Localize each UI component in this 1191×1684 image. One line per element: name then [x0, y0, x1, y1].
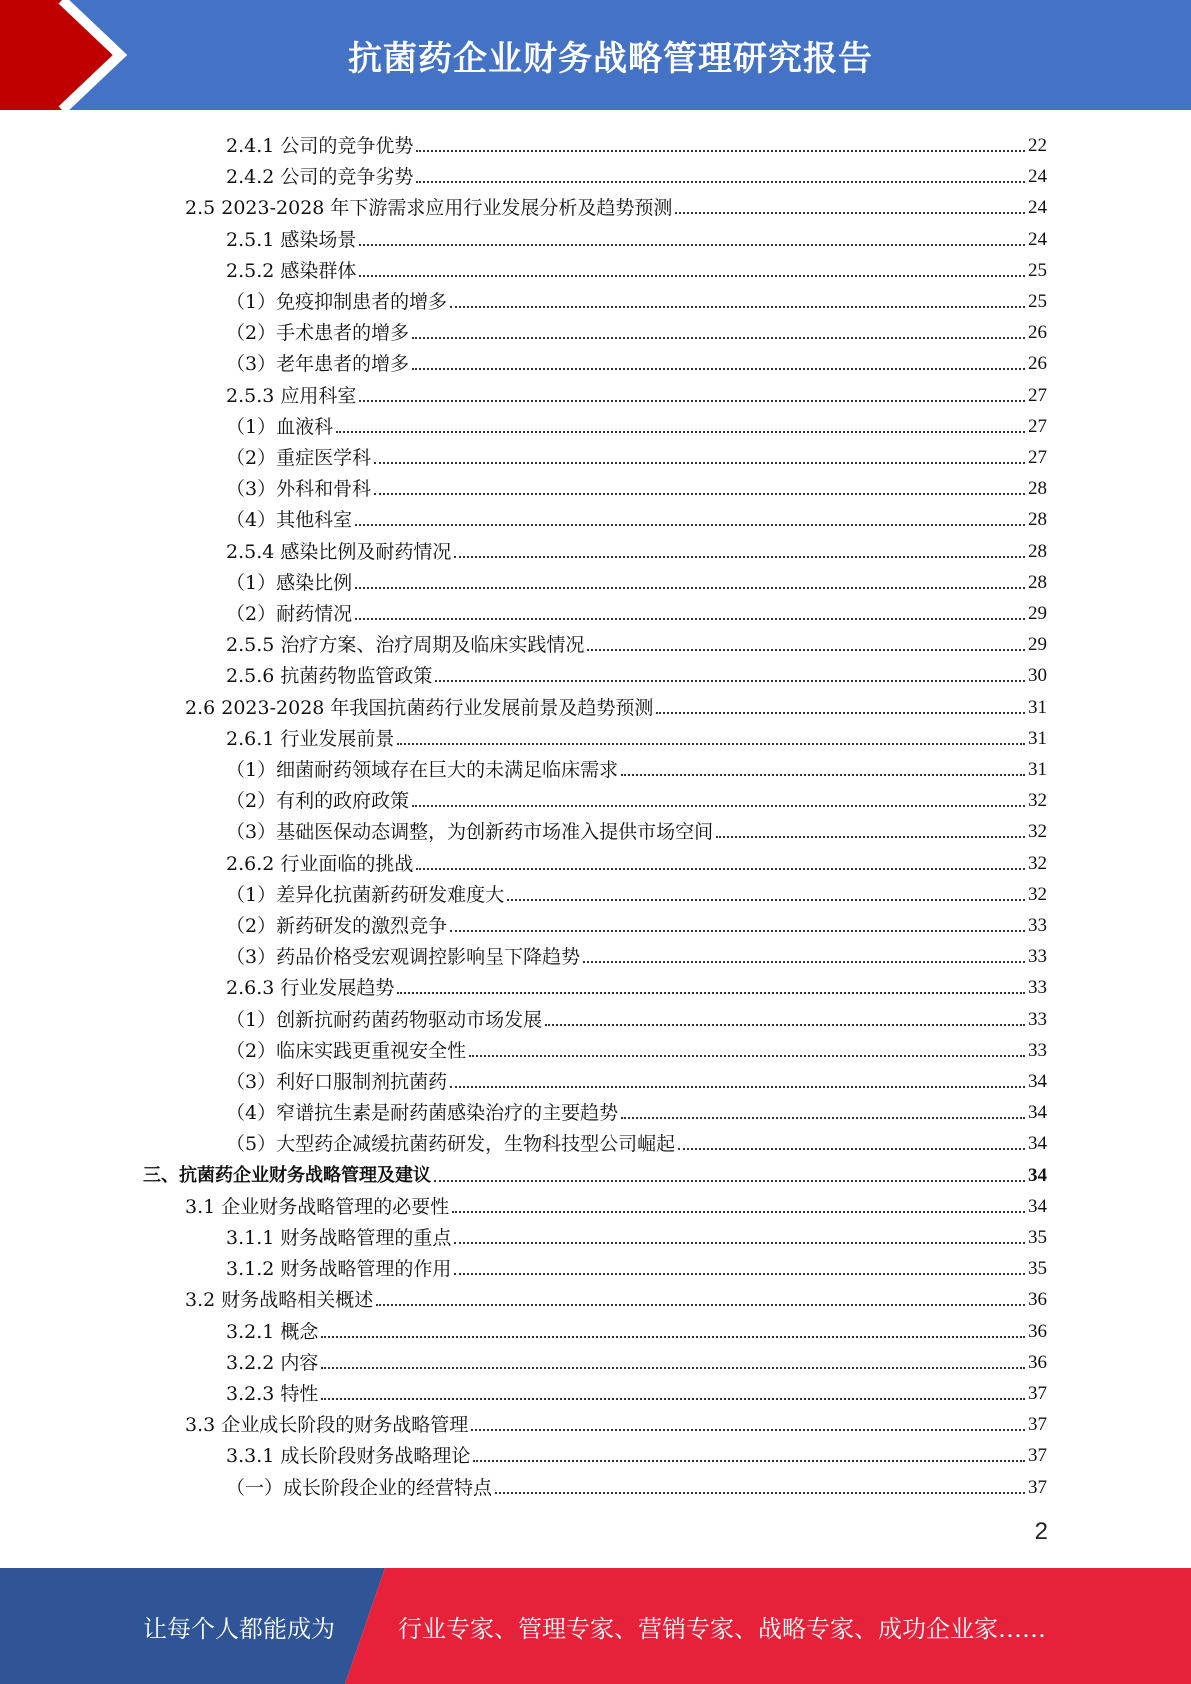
toc-dot-leader: [376, 1304, 1025, 1306]
toc-entry[interactable]: [226, 625, 1047, 656]
toc-entry-page: 37: [1028, 1383, 1047, 1404]
toc-entry-page: 27: [1028, 447, 1047, 468]
toc-entry-title: 3.2.3 特性: [226, 1383, 319, 1405]
toc-entry-title: 2.5.6 抗菌药物监管政策: [226, 665, 433, 688]
toc-entry-title: 3.3 企业成长阶段的财务战略管理: [185, 1414, 469, 1437]
toc-entry-page: 36: [1028, 1351, 1047, 1373]
toc-dot-leader: [416, 181, 1025, 183]
toc-dot-leader: [454, 556, 1025, 558]
toc-dot-leader: [355, 618, 1025, 620]
toc-entry-title: 2.6.2 行业面临的挑战: [226, 852, 414, 875]
toc-entry-title: 2.5 2023-2028 年下游需求应用行业发展分析及趋势预测: [185, 197, 673, 220]
toc-entry-title: 三、抗菌药企业财务战略管理及建议: [143, 1164, 431, 1186]
toc-entry-title: 2.5.1 感染场景: [226, 228, 357, 251]
toc-entry-title: （4）窄谱抗生素是耐药菌感染治疗的主要趋势: [226, 1102, 619, 1125]
toc-entry[interactable]: [226, 469, 1047, 500]
toc-entry[interactable]: [226, 313, 1047, 344]
toc-dot-leader: [678, 1148, 1025, 1150]
toc-dot-leader: [355, 587, 1025, 589]
toc-entry-page: 33: [1028, 1039, 1047, 1061]
toc-entry-title: （5）大型药企减缓抗菌药研发，生物科技型公司崛起: [226, 1133, 676, 1156]
toc-entry[interactable]: [226, 781, 1047, 812]
toc-dot-leader: [450, 306, 1025, 308]
toc-dot-leader: [675, 212, 1025, 214]
toc-dot-leader: [359, 244, 1025, 246]
toc-entry-page: 27: [1028, 415, 1047, 437]
toc-entry-page: 31: [1028, 696, 1047, 718]
toc-entry-page: 32: [1028, 883, 1047, 905]
toc-entry-page: 32: [1028, 821, 1047, 843]
toc-entry[interactable]: [226, 438, 1047, 469]
toc-dot-leader: [397, 743, 1025, 745]
toc-entry[interactable]: [226, 1093, 1047, 1124]
toc-entry-title: （2）重症医学科: [226, 447, 372, 469]
toc-entry-title: 2.5.5 治疗方案、治疗周期及临床实践情况: [226, 634, 585, 657]
toc-entry-title: （1）细菌耐药领域存在巨大的未满足临床需求: [226, 759, 619, 781]
toc-entry-page: 30: [1028, 665, 1047, 687]
toc-entry-page: 28: [1028, 540, 1047, 562]
toc-entry[interactable]: [226, 1468, 1047, 1499]
toc-entry[interactable]: [226, 500, 1047, 531]
toc-entry-page: 22: [1028, 135, 1047, 156]
toc-entry[interactable]: [226, 220, 1047, 251]
toc-entry-title: 2.5.2 感染群体: [226, 259, 357, 282]
toc-entry-page: 32: [1028, 852, 1047, 874]
toc-dot-leader: [321, 1367, 1025, 1369]
toc-entry-title: （2）手术患者的增多: [226, 322, 410, 345]
toc-entry-page: 31: [1028, 759, 1047, 780]
toc-dot-leader: [452, 1211, 1025, 1213]
toc-dot-leader: [355, 524, 1025, 526]
toc-entry-page: 25: [1028, 259, 1047, 281]
toc-dot-leader: [621, 774, 1025, 776]
toc-entry-title: 2.4.2 公司的竞争劣势: [226, 166, 414, 189]
toc-entry-page: 33: [1028, 946, 1047, 968]
toc-dot-leader: [469, 1055, 1025, 1057]
toc-entry-page: 25: [1028, 291, 1047, 312]
toc-entry[interactable]: [226, 656, 1047, 687]
toc-entry[interactable]: [226, 532, 1047, 563]
toc-dot-leader: [321, 1398, 1025, 1400]
toc-dot-leader: [473, 1460, 1025, 1462]
toc-entry-title: （3）老年患者的增多: [226, 353, 410, 376]
toc-entry-page: 33: [1028, 915, 1047, 936]
toc-entry-title: 2.5.4 感染比例及耐药情况: [226, 540, 452, 563]
toc-dot-leader: [545, 1024, 1025, 1026]
toc-entry-title: （4）其他科室: [226, 509, 353, 532]
toc-dot-leader: [454, 1273, 1025, 1275]
toc-entry[interactable]: [226, 968, 1047, 999]
toc-entry[interactable]: [226, 251, 1047, 282]
toc-entry[interactable]: [226, 812, 1047, 843]
toc-entry-title: （2）有利的政府政策: [226, 790, 410, 813]
toc-entry-page: 34: [1028, 1133, 1047, 1155]
toc-entry-title: （3）外科和骨科: [226, 478, 372, 501]
toc-entry[interactable]: [226, 344, 1047, 375]
toc-entry-page: 33: [1028, 1008, 1047, 1030]
toc-entry-title: 3.1.1 财务战略管理的重点: [226, 1227, 452, 1249]
toc-entry-page: 28: [1028, 509, 1047, 531]
toc-entry[interactable]: [226, 563, 1047, 594]
toc-entry[interactable]: [185, 1187, 1047, 1218]
toc-entry[interactable]: [226, 875, 1047, 906]
toc-entry[interactable]: [185, 188, 1047, 219]
toc-entry[interactable]: [226, 282, 1047, 313]
toc-dot-leader: [416, 868, 1025, 870]
toc-entry-page: 26: [1028, 353, 1047, 375]
toc-entry[interactable]: [226, 407, 1047, 438]
toc-entry[interactable]: [185, 688, 1047, 719]
page-footer: [0, 1568, 1191, 1684]
toc-dot-leader: [321, 1336, 1025, 1338]
toc-entry-title: （2）新药研发的激烈竞争: [226, 915, 448, 937]
toc-entry-title: 3.2 财务战略相关概述: [185, 1289, 374, 1312]
toc-dot-leader: [434, 1180, 1025, 1182]
toc-entry-title: （1）感染比例: [226, 571, 353, 594]
toc-entry-title: 2.6 2023-2028 年我国抗菌药行业发展前景及趋势预测: [185, 696, 654, 719]
toc-entry-page: 34: [1028, 1102, 1047, 1124]
toc-entry[interactable]: [226, 376, 1047, 407]
toc-entry-title: 3.3.1 成长阶段财务战略理论: [226, 1445, 471, 1468]
toc-entry-page: 26: [1028, 322, 1047, 344]
toc-dot-leader: [507, 899, 1025, 901]
toc-entry-page: 29: [1028, 634, 1047, 656]
toc-entry-page: 36: [1028, 1289, 1047, 1311]
toc-dot-leader: [495, 1492, 1025, 1494]
toc-entry-title: 3.2.1 概念: [226, 1320, 319, 1343]
toc-entry-title: （2）临床实践更重视安全性: [226, 1039, 467, 1062]
toc-dot-leader: [412, 337, 1025, 339]
toc-entry-page: 34: [1028, 1195, 1047, 1217]
toc-entry-title: 2.5.3 应用科室: [226, 384, 357, 407]
toc-entry[interactable]: [226, 1436, 1047, 1467]
toc-entry-title: （2）耐药情况: [226, 603, 353, 625]
toc-dot-leader: [656, 712, 1025, 714]
toc-entry[interactable]: [226, 1343, 1047, 1374]
toc-entry-title: （1）血液科: [226, 415, 334, 438]
toc-entry-title: 2.6.3 行业发展趋势: [226, 977, 395, 1000]
toc-dot-leader: [587, 649, 1025, 651]
toc-entry-page: 37: [1028, 1476, 1047, 1498]
page-number: 2: [1034, 1518, 1048, 1545]
toc-entry-title: （一）成长阶段企业的经营特点: [226, 1476, 493, 1499]
toc-dot-leader: [412, 368, 1025, 370]
toc-entry-page: 35: [1028, 1258, 1047, 1280]
toc-entry-title: （1）创新抗耐药菌药物驱动市场发展: [226, 1008, 543, 1031]
toc-entry-title: 3.2.2 内容: [226, 1351, 319, 1374]
toc-entry[interactable]: [226, 844, 1047, 875]
toc-entry-page: 24: [1028, 197, 1047, 219]
toc-dot-leader: [374, 493, 1025, 495]
toc-dot-leader: [374, 462, 1025, 464]
toc-entry-title: 2.6.1 行业发展前景: [226, 727, 395, 750]
toc-entry[interactable]: [226, 906, 1047, 937]
toc-entry[interactable]: [226, 1062, 1047, 1093]
toc-entry[interactable]: [226, 1249, 1047, 1280]
toc-entry-page: 35: [1028, 1227, 1047, 1248]
toc-entry[interactable]: [226, 157, 1047, 188]
toc-entry-page: 32: [1028, 790, 1047, 812]
toc-entry[interactable]: [226, 1312, 1047, 1343]
toc-dot-leader: [716, 836, 1025, 838]
toc-entry[interactable]: [185, 1405, 1047, 1436]
page-header: [0, 0, 1191, 110]
toc-dot-leader: [359, 400, 1025, 402]
toc-entry-page: 31: [1028, 727, 1047, 749]
toc-entry[interactable]: [226, 1031, 1047, 1062]
toc-entry[interactable]: [226, 1124, 1047, 1155]
toc-entry[interactable]: [226, 594, 1047, 625]
toc-entry-page: 33: [1028, 977, 1047, 999]
toc-dot-leader: [621, 1117, 1025, 1119]
toc-dot-leader: [454, 1242, 1025, 1244]
toc-entry[interactable]: [226, 937, 1047, 968]
toc-entry-title: （3）利好口服制剂抗菌药: [226, 1071, 448, 1093]
toc-entry[interactable]: [226, 1000, 1047, 1031]
toc-dot-leader: [471, 1429, 1025, 1431]
toc-entry[interactable]: [226, 750, 1047, 781]
toc-dot-leader: [416, 150, 1025, 152]
toc-dot-leader: [583, 961, 1025, 963]
toc-dot-leader: [412, 805, 1025, 807]
toc-entry[interactable]: [226, 1374, 1047, 1405]
toc-dot-leader: [397, 992, 1025, 994]
toc-entry[interactable]: [185, 1280, 1047, 1311]
toc-dot-leader: [435, 680, 1025, 682]
toc-entry-page: 34: [1028, 1164, 1047, 1186]
toc-entry-page: 27: [1028, 384, 1047, 406]
toc-entry-title: 3.1 企业财务战略管理的必要性: [185, 1195, 450, 1218]
toc-entry-page: 29: [1028, 603, 1047, 624]
toc-dot-leader: [359, 275, 1025, 277]
red-arrow-icon: [0, 0, 160, 110]
toc-dot-leader: [450, 930, 1025, 932]
toc-entry-title: （1）免疫抑制患者的增多: [226, 291, 448, 313]
toc-dot-leader: [450, 1086, 1025, 1088]
toc-entry[interactable]: [226, 126, 1047, 157]
toc-dot-leader: [336, 431, 1025, 433]
toc-entry-title: 2.4.1 公司的竞争优势: [226, 135, 414, 157]
footer-slogan-right: 行业专家、管理专家、营销专家、战略专家、成功企业家……: [398, 1614, 1046, 1643]
footer-slogan-left: 让每个人都能成为: [143, 1614, 335, 1643]
toc-entry[interactable]: [143, 1156, 1047, 1187]
toc-entry-title: （3）药品价格受宏观调控影响呈下降趋势: [226, 946, 581, 969]
toc-entry-page: 28: [1028, 478, 1047, 500]
toc-entry[interactable]: [226, 1218, 1047, 1249]
toc-entry-page: 28: [1028, 571, 1047, 593]
toc-entry-page: 24: [1028, 166, 1047, 188]
toc-entry[interactable]: [226, 719, 1047, 750]
toc-entry-page: 36: [1028, 1320, 1047, 1342]
toc-entry-title: （3）基础医保动态调整，为创新药市场准入提供市场空间: [226, 821, 714, 844]
toc-entry-title: （1）差异化抗菌新药研发难度大: [226, 883, 505, 906]
toc-entry-page: 37: [1028, 1445, 1047, 1467]
toc-entry-page: 24: [1028, 228, 1047, 250]
toc-entry-page: 37: [1028, 1414, 1047, 1436]
page-title: 抗菌药企业财务战略管理研究报告: [348, 38, 873, 79]
toc-entry-title: 3.1.2 财务战略管理的作用: [226, 1258, 452, 1281]
toc-entry-page: 34: [1028, 1071, 1047, 1092]
